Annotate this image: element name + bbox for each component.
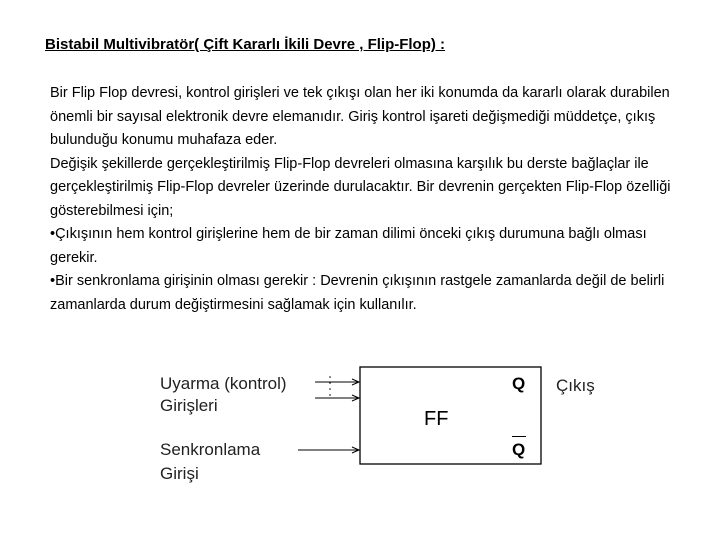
sync-input-label-1: Senkronlama bbox=[160, 440, 261, 459]
output-label: Çıkış bbox=[556, 376, 595, 395]
page-title: Bistabil Multivibratör( Çift Kararlı İkili Devre , Flip-Flop) : bbox=[45, 36, 446, 53]
q-bar-overline bbox=[512, 436, 526, 437]
q-output-label: Q bbox=[512, 374, 526, 393]
bullet-sync-input: •Bir senkronlama girişinin olması gerekir : Devrenin çıkışının rastgele zamanlarda değil de belirli zamanlarda durum değiştirmesini sağlamak için kullanılır. bbox=[50, 273, 665, 313]
control-input-label-2: Girişleri bbox=[160, 396, 218, 415]
input-ellipsis-dots bbox=[329, 376, 331, 396]
sync-input-label-2: Girişi bbox=[160, 464, 199, 483]
bullet-output-dependency: •Çıkışının hem kontrol girişlerine hem de bir zaman dilimi önceki çıkış durumuna bağlı olması gerekir. bbox=[50, 226, 647, 266]
ff-block-label: FF bbox=[424, 408, 449, 430]
control-input-label-1: Uyarma (kontrol) bbox=[160, 374, 287, 393]
paragraph-types: Değişik şekillerde gerçekleştirilmiş Flip-Flop devreleri olmasına karşılık bu derste bağlaçlar ile gerçekleştirilmiş Flip-Flop devreler üzerinde durulacaktır. Bir devrenin gerçekten Flip-Flop özelliği gösterebilmesi için; bbox=[50, 155, 671, 219]
paragraph-definition: Bir Flip Flop devresi, kontrol girişleri ve tek çıkışı olan her iki konumda da kararlı olarak durabilen önemli bir sayısal elektronik devre elemanıdır. Giriş kontrol işareti değişmediği müddetçe, çıkış bulunduğu konumu muhafaza eder. bbox=[50, 85, 670, 148]
q-bar-output-label: Q bbox=[512, 440, 526, 459]
